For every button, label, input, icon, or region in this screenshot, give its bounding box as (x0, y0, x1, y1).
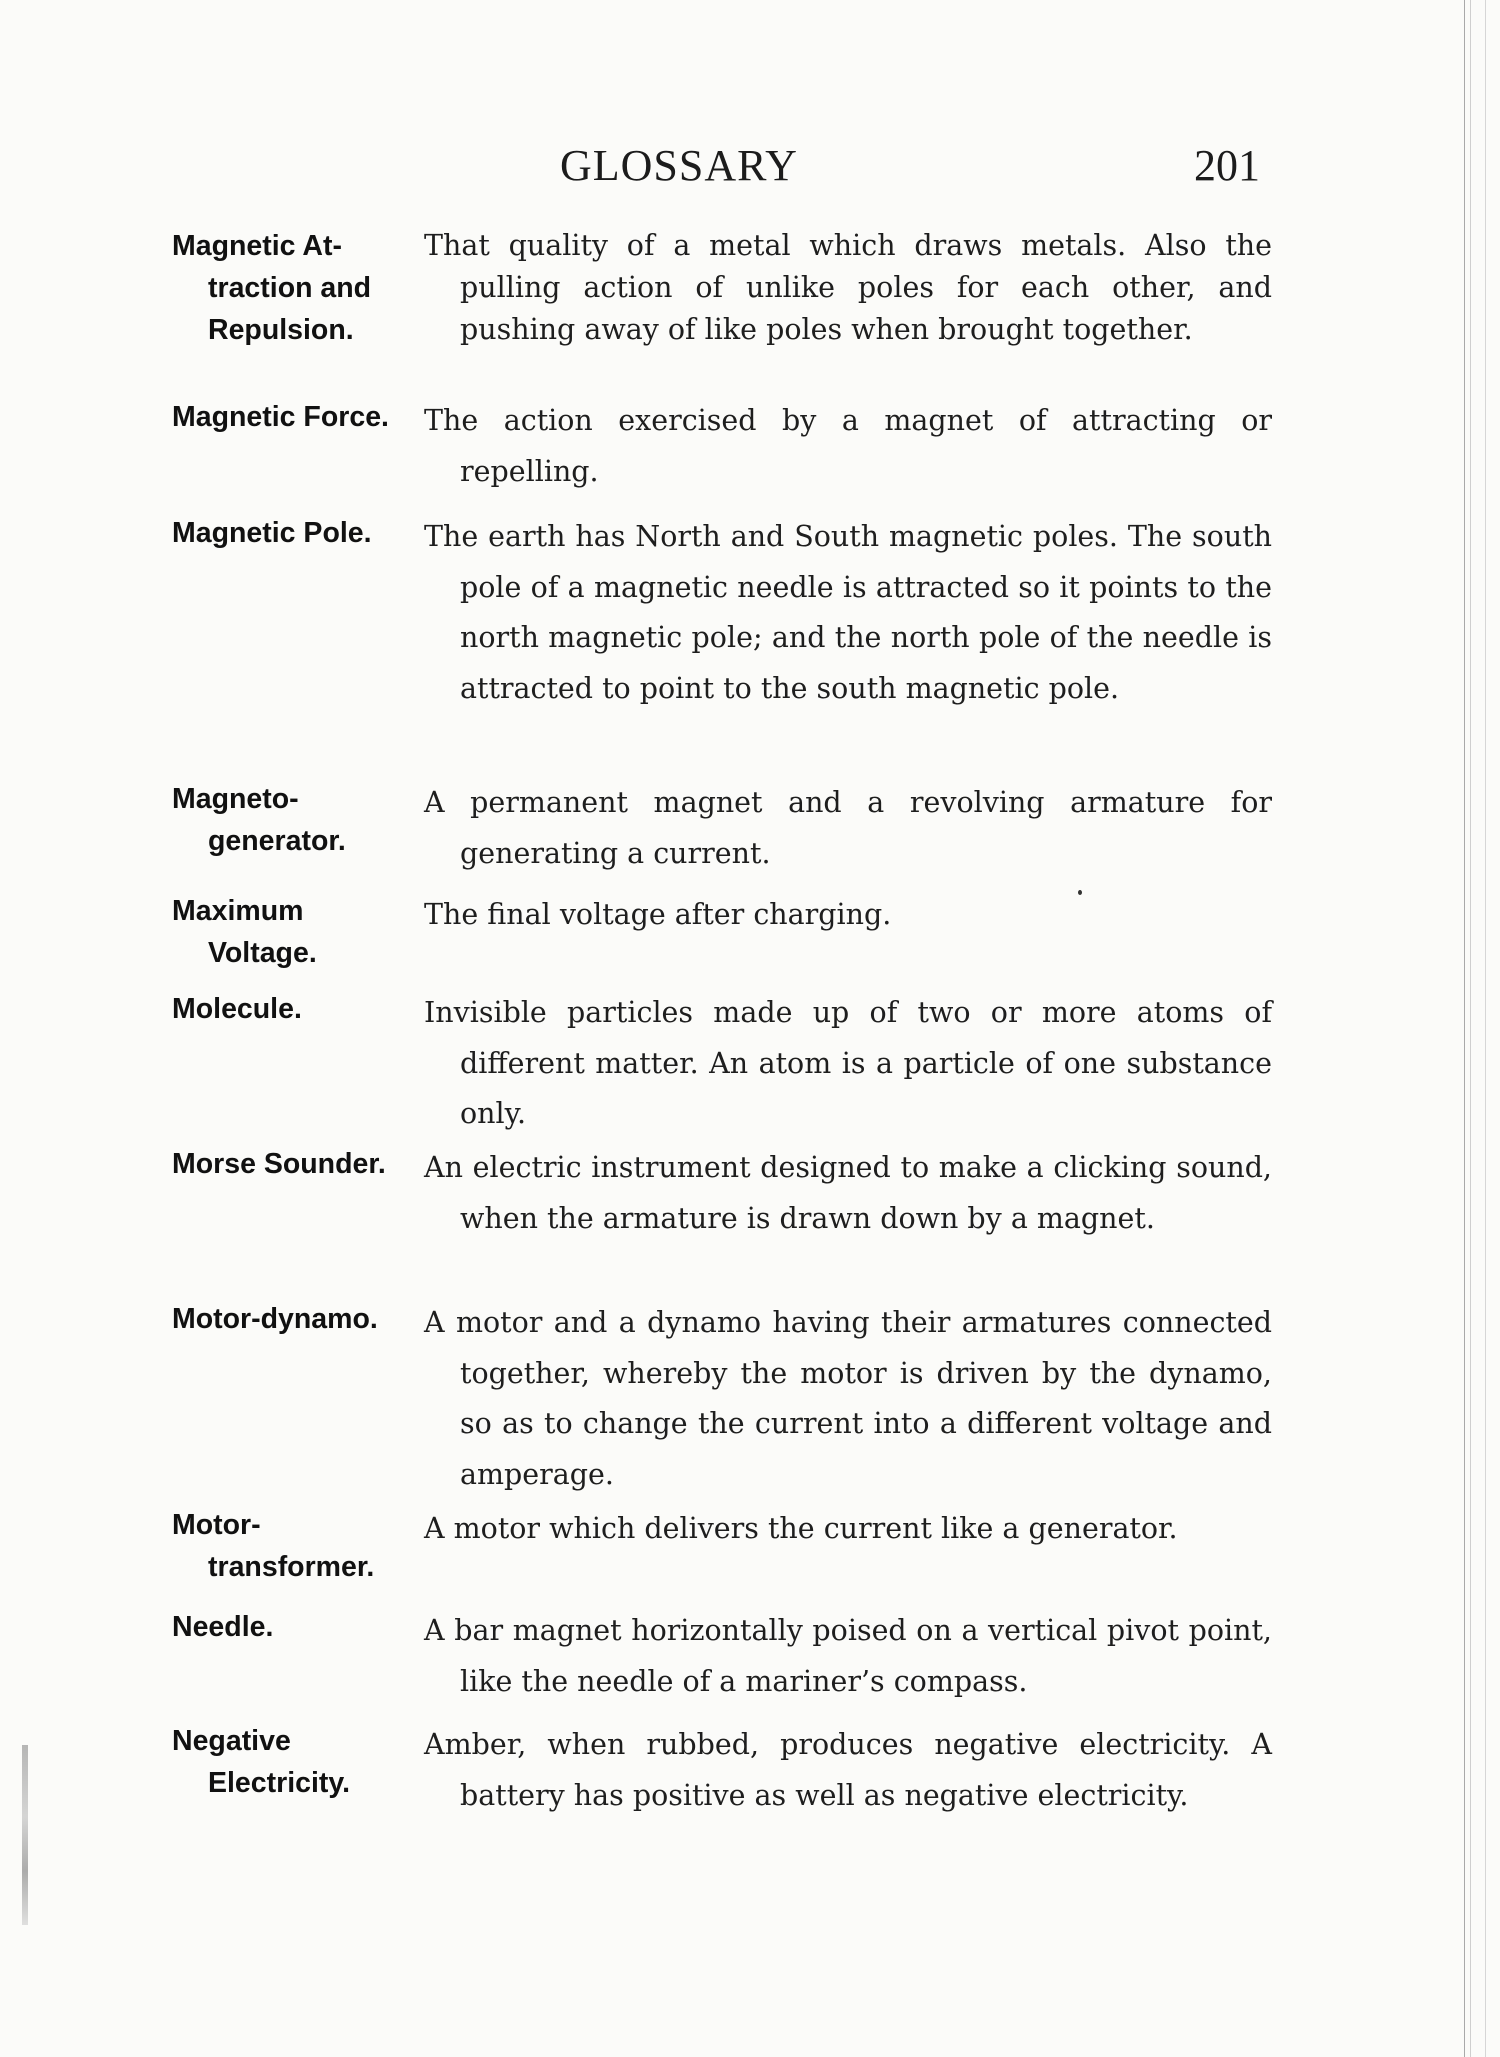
glossary-term (172, 225, 417, 351)
term-line: Motor-dynamo. (172, 1303, 378, 1335)
glossary-entry (172, 1143, 1272, 1298)
glossary-entry (172, 1606, 1272, 1720)
glossary-term (172, 890, 417, 974)
glossary-definition: An electric instrument designed to make a clicking sound, when the armature is drawn down by a magnet. (424, 1151, 1272, 1235)
term-line: Electricity. (208, 1767, 351, 1799)
term-line: Molecule. (172, 993, 302, 1025)
glossary-entry (172, 1720, 1272, 1880)
glossary-term (172, 396, 417, 438)
term-line: Magneto- (172, 783, 299, 815)
glossary-term (172, 1143, 417, 1185)
glossary-list (172, 225, 1272, 1880)
binding-edge-line (1470, 0, 1471, 2057)
page-number: 201 (1194, 141, 1260, 190)
glossary-term (172, 1298, 417, 1340)
term-line: traction and (208, 272, 372, 304)
glossary-entry (172, 225, 1272, 396)
term-line: Magnetic At- (172, 230, 342, 262)
glossary-definition: A permanent magnet and a revolving armature for generating a current. (424, 786, 1272, 870)
glossary-entry (172, 1504, 1272, 1606)
term-line: Magnetic Pole. (172, 517, 372, 549)
glossary-term (172, 778, 417, 862)
binding-edge-line (1485, 0, 1486, 2057)
glossary-term (172, 512, 417, 554)
term-line: Motor- (172, 1509, 261, 1541)
glossary-entry (172, 778, 1272, 890)
glossary-definition: A motor and a dynamo having their armatures connected together, whereby the motor is driven by the dynamo, so as to change the current into a different voltage and amperage. (424, 1306, 1272, 1491)
term-line: Magnetic Force. (172, 401, 389, 433)
glossary-entry (172, 890, 1272, 988)
glossary-term (172, 1606, 417, 1648)
term-line: Negative (172, 1725, 291, 1757)
term-line: Needle. (172, 1611, 274, 1643)
glossary-term (172, 1720, 417, 1804)
glossary-entry (172, 512, 1272, 778)
term-line: Repulsion. (208, 314, 354, 346)
glossary-definition: Invisible particles made up of two or more atoms of different matter. An atom is a particle of one substance only. (424, 996, 1272, 1130)
term-line: Morse Sounder. (172, 1148, 386, 1180)
glossary-entry (172, 396, 1272, 512)
glossary-definition: The earth has North and South magnetic poles. The south pole of a magnetic needle is attracted so it points to the north magnetic pole; and the north pole of the needle is attracted to point to the south magnetic pole. (424, 520, 1272, 705)
glossary-entry (172, 988, 1272, 1143)
running-head-title: GLOSSARY (560, 141, 798, 190)
term-line: Voltage. (208, 937, 317, 969)
glossary-definition: The action exercised by a magnet of attracting or repelling. (424, 404, 1272, 488)
glossary-term (172, 1504, 417, 1588)
glossary-definition: A motor which delivers the current like a generator. (424, 1512, 1178, 1545)
glossary-term (172, 988, 417, 1030)
term-line: transformer. (208, 1551, 375, 1583)
term-line: Maximum (172, 895, 304, 927)
glossary-definition: Amber, when rubbed, produces negative electricity. A battery has positive as well as negative electricity. (424, 1728, 1272, 1812)
glossary-definition: That quality of a metal which draws metals. Also the pulling action of unlike poles for each other, and pushing away of like poles when brought together. (424, 229, 1272, 346)
glossary-entry (172, 1298, 1272, 1504)
glossary-definition: The final voltage after charging. (424, 898, 892, 931)
binding-edge-line (1464, 0, 1465, 2057)
scan-edge-shadow (22, 1745, 28, 1925)
glossary-definition: A bar magnet horizontally poised on a vertical pivot point, like the needle of a mariner’s compass. (424, 1614, 1272, 1698)
term-line: generator. (208, 825, 346, 857)
